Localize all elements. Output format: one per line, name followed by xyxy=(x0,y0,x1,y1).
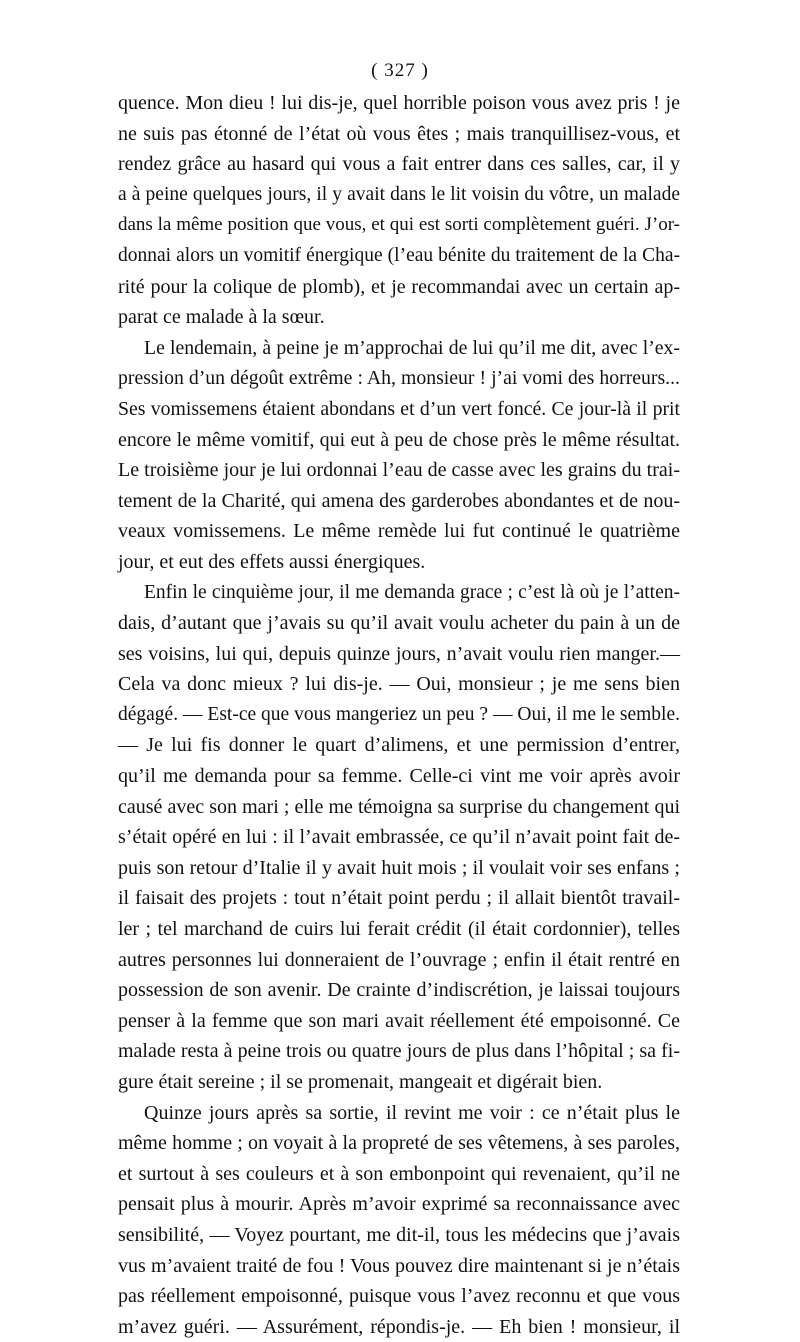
text-line: ler ; tel marchand de cuirs lui ferait crédit (il était cordonnier), telles xyxy=(118,918,680,941)
text-line: et surtout à ses couleurs et à son embonpoint qui revenaient, qu’il ne xyxy=(118,1162,680,1185)
text-line: dais, d’autant que j’avais su qu’il avait voulu acheter du pain à un de xyxy=(118,612,680,635)
text-line: malade resta à peine trois ou quatre jours de plus dans l’hôpital ; sa fi- xyxy=(118,1040,680,1063)
text-line: Le lendemain, à peine je m’approchai de lui qu’il me dit, avec l’ex- xyxy=(144,336,680,359)
text-line: gure était sereine ; il se promenait, mangeait et digérait bien. xyxy=(118,1071,603,1093)
text-line: Quinze jours après sa sortie, il revint me voir : ce n’était plus le xyxy=(144,1101,680,1124)
text-line: dans la même position que vous, et qui est sorti complètement guéri. J’or- xyxy=(118,214,680,236)
body-text xyxy=(118,88,680,1342)
text-line: pression d’un dégoût extrême : Ah, monsieur ! j’ai vomi des horreurs... xyxy=(118,367,680,390)
text-line: parat ce malade à la sœur. xyxy=(118,306,325,329)
text-line: possession de son avenir. De crainte d’indiscrétion, je laissai toujours xyxy=(118,979,680,1002)
text-line: vus m’avaient traité de fou ! Vous pouvez dire maintenant si je n’étais xyxy=(118,1254,680,1277)
text-line: Enfin le cinquième jour, il me demanda grace ; c’est là où je l’atten- xyxy=(144,581,680,603)
text-line: pensait plus à mourir. Après m’avoir exprimé sa reconnaissance avec xyxy=(118,1193,680,1216)
text-line: sensibilité, — Voyez pourtant, me dit-il, tous les médecins que j’avais xyxy=(118,1223,680,1246)
text-line: Cela va donc mieux ? lui dis-je. — Oui, monsieur ; je me sens bien xyxy=(118,673,680,696)
text-line: m’avez guéri. — Assurément, répondis-je. — Eh bien ! monsieur, il xyxy=(118,1315,680,1338)
text-line: donnai alors un vomitif énergique (l’eau bénite du traitement de la Cha- xyxy=(118,244,680,266)
text-line: a à peine quelques jours, il y avait dans le lit voisin du vôtre, un malade xyxy=(118,183,680,205)
text-line: puis son retour d’Italie il y avait huit mois ; il voulait voir ses enfans ; xyxy=(118,856,680,879)
text-line: quence. Mon dieu ! lui dis-je, quel horrible poison vous avez pris ! je xyxy=(118,92,680,114)
text-line: autres personnes lui donneraient de l’ouvrage ; enfin il était rentré en xyxy=(118,948,680,971)
text-line: il faisait des projets : tout n’était point perdu ; il allait bientôt travail- xyxy=(118,887,680,910)
text-line: jour, et eut des effets aussi énergiques. xyxy=(118,550,426,573)
text-line: s’était opéré en lui : il l’avait embrassée, ce qu’il n’avait point fait de- xyxy=(118,826,680,849)
text-line: veaux vomissemens. Le même remède lui fut continué le quatrième xyxy=(118,520,680,543)
page-number: ( 327 ) xyxy=(371,60,429,81)
text-line: Le troisième jour je lui ordonnai l’eau de casse avec les grains du trai- xyxy=(118,459,680,482)
text-line: — Je lui fis donner le quart d’alimens, et une permission d’entrer, xyxy=(118,734,680,757)
text-line: tement de la Charité, qui amena des garderobes abondantes et de nou- xyxy=(118,489,680,512)
text-line: penser à la femme que son mari avait réellement été empoisonné. Ce xyxy=(118,1009,680,1032)
text-line: encore le même vomitif, qui eut à peu de chose près le même résultat. xyxy=(118,428,680,451)
text-line: rendez grâce au hasard qui vous a fait entrer dans ces salles, car, il y xyxy=(118,153,680,176)
text-line: qu’il me demanda pour sa femme. Celle-ci vint me voir après avoir xyxy=(118,765,680,788)
text-line: même homme ; on voyait à la propreté de ses vêtemens, à ses paroles, xyxy=(118,1132,680,1155)
text-line: ses voisins, lui qui, depuis quinze jours, n’avait voulu rien manger.— xyxy=(118,642,680,665)
text-line: rité pour la colique de plomb), et je recommandai avec un certain ap- xyxy=(118,275,680,298)
text-line: pas réellement empoisonné, puisque vous l’avez reconnu et que vous xyxy=(118,1285,680,1308)
text-line: causé avec son mari ; elle me témoigna sa surprise du changement qui xyxy=(118,795,680,818)
text-line: Ses vomissemens étaient abondans et d’un vert foncé. Ce jour-là il prit xyxy=(118,397,680,420)
text-line: dégagé. — Est-ce que vous mangeriez un peu ? — Oui, il me le semble. xyxy=(118,703,680,725)
text-line: ne suis pas étonné de l’état où vous êtes ; mais tranquillisez-vous, et xyxy=(118,122,680,145)
